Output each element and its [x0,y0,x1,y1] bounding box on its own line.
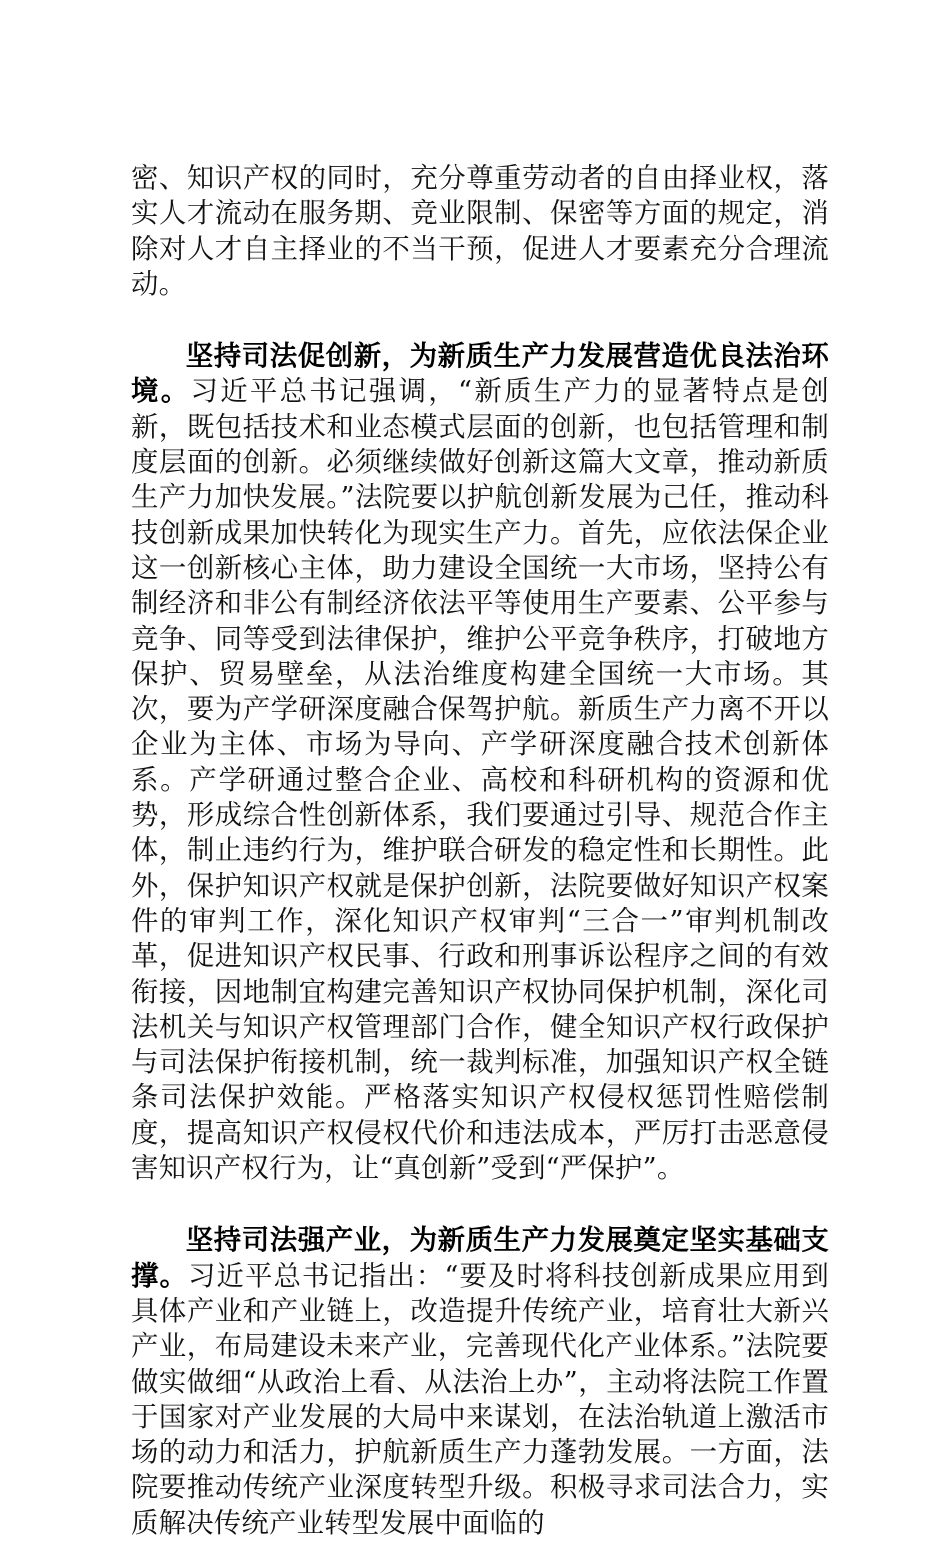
paragraph-heading: 坚持司法强产业，为新质生产力发展奠定坚实基础支撑。 [131,1224,829,1292]
paragraph-text: 习近平总书记指出：“要及时将科技创新成果应用到具体产业和产业链上，改造提升传统产业，培育壮大新兴产业，布局建设未来产业，完善现代化产业体系。”法院要做实做细“从政治上看、从法治上办”，主动将法院工作置于国家对产业发展的大局中来谋划，在法治轨道上激活市场的动力和活力，护航新质生产力蓬勃发展。一方面，法院要推动传统产业深度转型升级。积极寻求司法合力，实质解决传统产业转型发展中面临的 [131,1260,829,1539]
paragraph-gap [131,302,829,339]
paragraph-innovation [131,339,829,1186]
paragraph-continuation [131,161,829,302]
document-body [131,161,829,1541]
paragraph-text: 密、知识产权的同时，充分尊重劳动者的自由择业权，落实人才流动在服务期、竞业限制、保密等方面的规定，消除对人才自主择业的不当干预，促进人才要素充分合理流动。 [131,163,829,300]
paragraph-heading: 坚持司法促创新，为新质生产力发展营造优良法治环境。 [131,340,829,408]
paragraph-industry [131,1223,829,1541]
paragraph-gap [131,1186,829,1223]
paragraph-text: 习近平总书记强调，“新质生产力的显著特点是创新，既包括技术和业态模式层面的创新，也包括管理和制度层面的创新。必须继续做好创新这篇大文章，推动新质生产力加快发展。”法院要以护航创新发展为己任，推动科技创新成果加快转化为现实生产力。首先，应依法保企业这一创新核心主体，助力建设全国统一大市场，坚持公有制经济和非公有制经济依法平等使用生产要素、公平参与竞争、同等受到法律保护，维护公平竞争秩序，打破地方保护、贸易壁垒，从法治维度构建全国统一大市场。其次，要为产学研深度融合保驾护航。新质生产力离不开以企业为主体、市场为导向、产学研深度融合技术创新体系。产学研通过整合企业、高校和科研机构的资源和优势，形成综合性创新体系，我们要通过引导、规范合作主体，制止违约行为，维护联合研发的稳定性和长期性。此外，保护知识产权就是保护创新，法院要做好知识产权案件的审判工作，深化知识产权审判“三合一”审判机制改革，促进知识产权民事、行政和刑事诉讼程序之间的有效衔接，因地制宜构建完善知识产权协同保护机制，深化司法机关与知识产权管理部门合作，健全知识产权行政保护与司法保护衔接机制，统一裁判标准，加强知识产权全链条司法保护效能。严格落实知识产权侵权惩罚性赔偿制度，提高知识产权侵权代价和违法成本，严厉打击恶意侵害知识产权行为，让“真创新”受到“严保护”。 [131,376,830,1185]
